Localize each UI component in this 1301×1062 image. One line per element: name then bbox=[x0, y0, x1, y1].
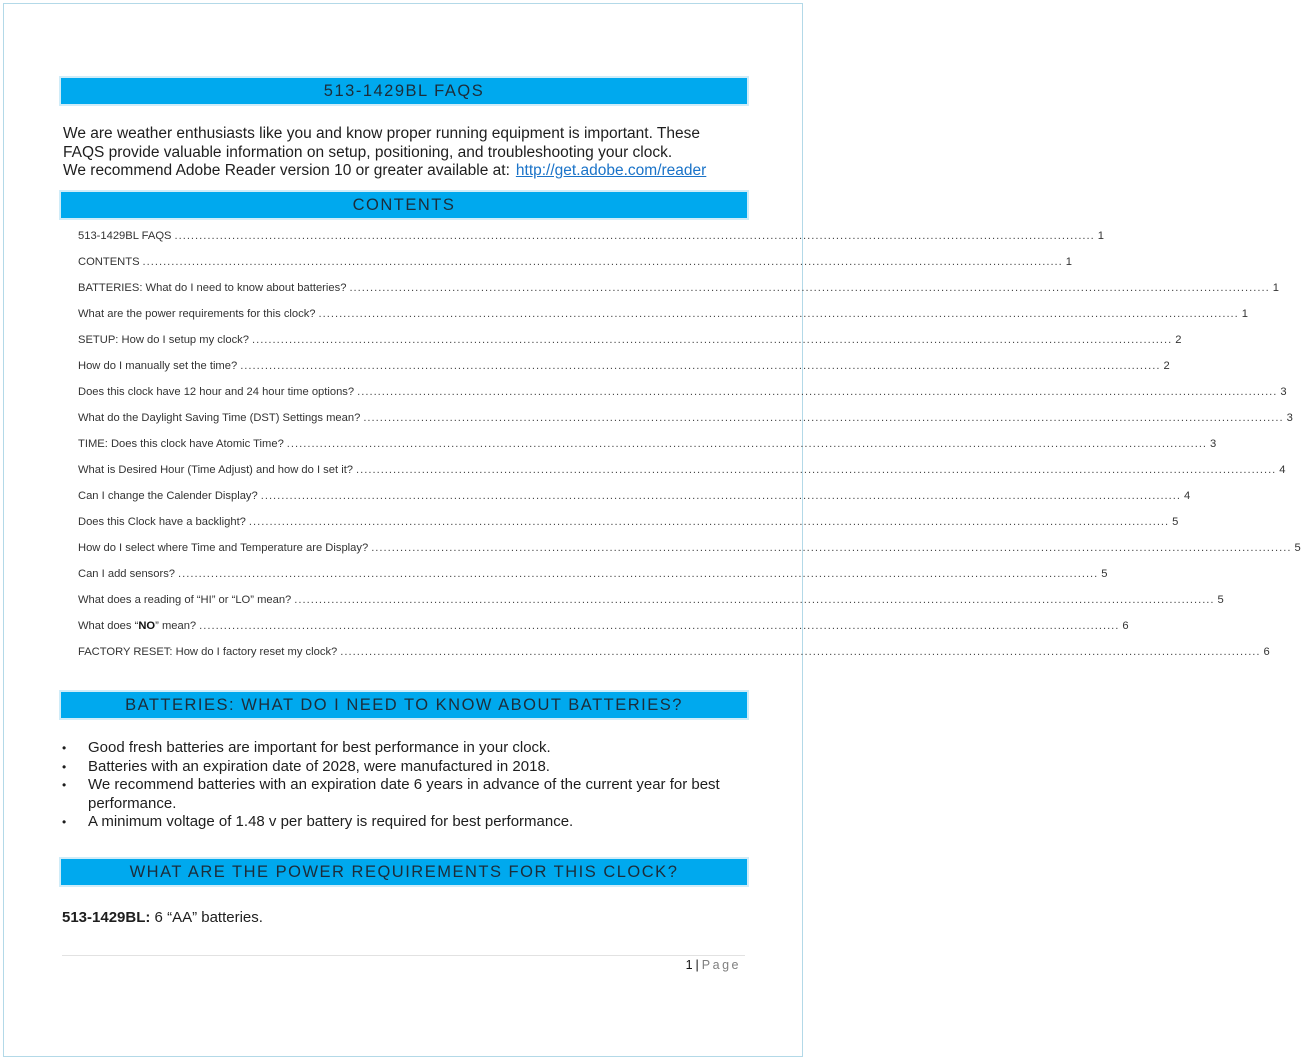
toc-entry[interactable] bbox=[78, 412, 1293, 438]
toc-entry-page: 1 bbox=[1241, 308, 1249, 320]
toc-entry[interactable] bbox=[78, 594, 1224, 620]
toc-leader: ................................................................................................................................................................................................................................ bbox=[340, 646, 1261, 658]
toc-leader: ................................................................................................................................................................................................................................ bbox=[248, 516, 1170, 528]
toc-leader: ................................................................................................................................................................................................................................ bbox=[142, 256, 1063, 268]
toc-entry[interactable] bbox=[78, 334, 1182, 360]
toc-entry-page: 2 bbox=[1175, 334, 1182, 346]
toc-entry[interactable] bbox=[78, 256, 1073, 282]
page-footer bbox=[0, 958, 741, 972]
toc-entry-title: What does a reading of “HI” or “LO” mean? bbox=[78, 594, 292, 606]
toc-leader: ................................................................................................................................................................................................................................ bbox=[286, 438, 1208, 450]
power-text: 6 “AA” batteries. bbox=[150, 909, 263, 926]
toc-entry-title: How do I select where Time and Temperature are Display? bbox=[78, 542, 369, 554]
toc-entry-title: Can I add sensors? bbox=[78, 568, 176, 580]
bullet-text: We recommend batteries with an expiration date 6 years in advance of the current year for best performance. bbox=[88, 776, 720, 812]
toc-title-post: ” mean? bbox=[155, 620, 197, 632]
toc-entry-title: Can I change the Calender Display? bbox=[78, 490, 258, 502]
bullet-icon: • bbox=[62, 741, 67, 755]
intro-line-3 bbox=[63, 162, 753, 181]
faqs-heading: 513-1429BL FAQS bbox=[59, 76, 749, 106]
toc-entry-page: 1 bbox=[1272, 282, 1279, 294]
toc-leader: ................................................................................................................................................................................................................................ bbox=[251, 334, 1173, 346]
bullet-icon: • bbox=[62, 778, 67, 792]
contents-heading: CONTENTS bbox=[59, 190, 749, 220]
toc-entry-title: BATTERIES: What do I need to know about batteries? bbox=[78, 282, 347, 294]
toc-entry[interactable] bbox=[78, 360, 1170, 386]
power-heading: WHAT ARE THE POWER REQUIREMENTS FOR THIS CLOCK? bbox=[59, 857, 749, 887]
toc-leader: ................................................................................................................................................................................................................................ bbox=[356, 464, 1277, 476]
toc-entry-title: SETUP: How do I setup my clock? bbox=[78, 334, 249, 346]
toc-leader: ................................................................................................................................................................................................................................ bbox=[240, 360, 1161, 372]
toc-entry[interactable] bbox=[78, 620, 1129, 646]
toc-leader: ................................................................................................................................................................................................................................ bbox=[294, 594, 1215, 606]
toc-entry-title: What do the Daylight Saving Time (DST) Settings mean? bbox=[78, 412, 361, 424]
toc-entry-page: 3 bbox=[1280, 386, 1287, 398]
toc-entry-title: FACTORY RESET: How do I factory reset my clock? bbox=[78, 646, 338, 658]
toc-leader: ................................................................................................................................................................................................................................ bbox=[363, 412, 1284, 424]
toc-leader: ................................................................................................................................................................................................................................ bbox=[260, 490, 1181, 502]
toc-entry-title: TIME: Does this clock have Atomic Time? bbox=[78, 438, 284, 450]
toc-entry-page: 6 bbox=[1122, 620, 1129, 632]
toc-leader: ................................................................................................................................................................................................................................ bbox=[174, 230, 1095, 242]
page-label: Page bbox=[701, 958, 741, 972]
toc-entry[interactable] bbox=[78, 646, 1270, 672]
toc-entry-page: 2 bbox=[1163, 360, 1170, 372]
toc-entry-title: How do I manually set the time? bbox=[78, 360, 238, 372]
power-model: 513-1429BL: bbox=[62, 909, 151, 926]
bullet-text: Batteries with an expiration date of 2028, were manufactured in 2018. bbox=[88, 757, 550, 775]
toc-entry-page: 1 bbox=[1065, 256, 1073, 268]
toc-leader: ................................................................................................................................................................................................................................ bbox=[199, 620, 1120, 632]
list-item bbox=[62, 739, 742, 758]
bullet-text: Good fresh batteries are important for best performance in your clock. bbox=[88, 739, 551, 756]
toc-entry[interactable] bbox=[78, 516, 1179, 542]
power-requirement bbox=[62, 909, 263, 926]
toc-title-pre: What does “ bbox=[78, 620, 139, 632]
toc-entry-page: 3 bbox=[1210, 438, 1217, 450]
table-of-contents bbox=[78, 230, 1301, 672]
list-item bbox=[62, 776, 742, 813]
toc-entry[interactable] bbox=[78, 230, 1104, 256]
toc-entry-title: Does this clock have 12 hour and 24 hour time options? bbox=[78, 386, 355, 398]
toc-leader: ................................................................................................................................................................................................................................ bbox=[371, 542, 1292, 554]
toc-entry-page: 5 bbox=[1217, 594, 1224, 606]
intro-line-2: FAQS provide valuable information on setup, positioning, and troubleshooting your clock. bbox=[63, 143, 673, 161]
toc-entry[interactable] bbox=[78, 568, 1108, 594]
toc-entry-page: 3 bbox=[1286, 412, 1293, 424]
toc-leader: ................................................................................................................................................................................................................................ bbox=[349, 282, 1270, 294]
toc-entry-title: What are the power requirements for this clock? bbox=[78, 308, 316, 320]
toc-entry-page: 6 bbox=[1263, 646, 1270, 658]
toc-entry[interactable] bbox=[78, 308, 1249, 334]
toc-entry-page: 4 bbox=[1279, 464, 1286, 476]
bullet-icon: • bbox=[62, 759, 67, 774]
toc-entry-title: Does this Clock have a backlight? bbox=[78, 516, 246, 528]
toc-title-bold: NO bbox=[138, 620, 156, 632]
intro-paragraph bbox=[63, 125, 753, 181]
toc-entry-page: 1 bbox=[1097, 230, 1104, 242]
toc-leader: ................................................................................................................................................................................................................................ bbox=[318, 308, 1239, 320]
batteries-heading: BATTERIES: WHAT DO I NEED TO KNOW ABOUT BATTERIES? bbox=[59, 690, 749, 720]
intro-line-3-text: We recommend Adobe Reader version 10 or greater available at: bbox=[63, 162, 510, 179]
toc-entry[interactable] bbox=[78, 542, 1301, 568]
toc-entry[interactable] bbox=[78, 386, 1287, 412]
toc-entry[interactable] bbox=[78, 490, 1191, 516]
footer-separator: | bbox=[695, 958, 699, 972]
battery-bullet-list bbox=[62, 739, 742, 832]
toc-entry[interactable] bbox=[78, 282, 1279, 308]
toc-entry-page: 5 bbox=[1172, 516, 1179, 528]
intro-line-1: We are weather enthusiasts like you and know proper running equipment is important. These bbox=[63, 125, 701, 142]
toc-entry[interactable] bbox=[78, 438, 1217, 464]
toc-entry-title: 513-1429BL FAQS bbox=[78, 230, 172, 242]
footer-divider bbox=[62, 955, 745, 956]
toc-entry-page: 4 bbox=[1183, 490, 1191, 502]
adobe-reader-link[interactable]: http://get.adobe.com/reader bbox=[515, 162, 707, 179]
toc-entry-title bbox=[78, 620, 196, 632]
bullet-icon: • bbox=[62, 815, 67, 829]
toc-entry[interactable] bbox=[78, 464, 1286, 490]
toc-entry-page: 5 bbox=[1101, 568, 1108, 580]
toc-leader: ................................................................................................................................................................................................................................ bbox=[178, 568, 1099, 580]
bullet-text: A minimum voltage of 1.48 v per battery is required for best performance. bbox=[88, 813, 574, 830]
toc-entry-title: CONTENTS bbox=[78, 256, 140, 268]
toc-entry-page: 5 bbox=[1294, 542, 1301, 554]
toc-leader: ................................................................................................................................................................................................................................ bbox=[357, 386, 1278, 398]
list-item bbox=[62, 813, 742, 832]
toc-entry-title: What is Desired Hour (Time Adjust) and how do I set it? bbox=[78, 464, 354, 476]
page-number: 1 bbox=[685, 958, 693, 972]
list-item bbox=[62, 758, 742, 777]
